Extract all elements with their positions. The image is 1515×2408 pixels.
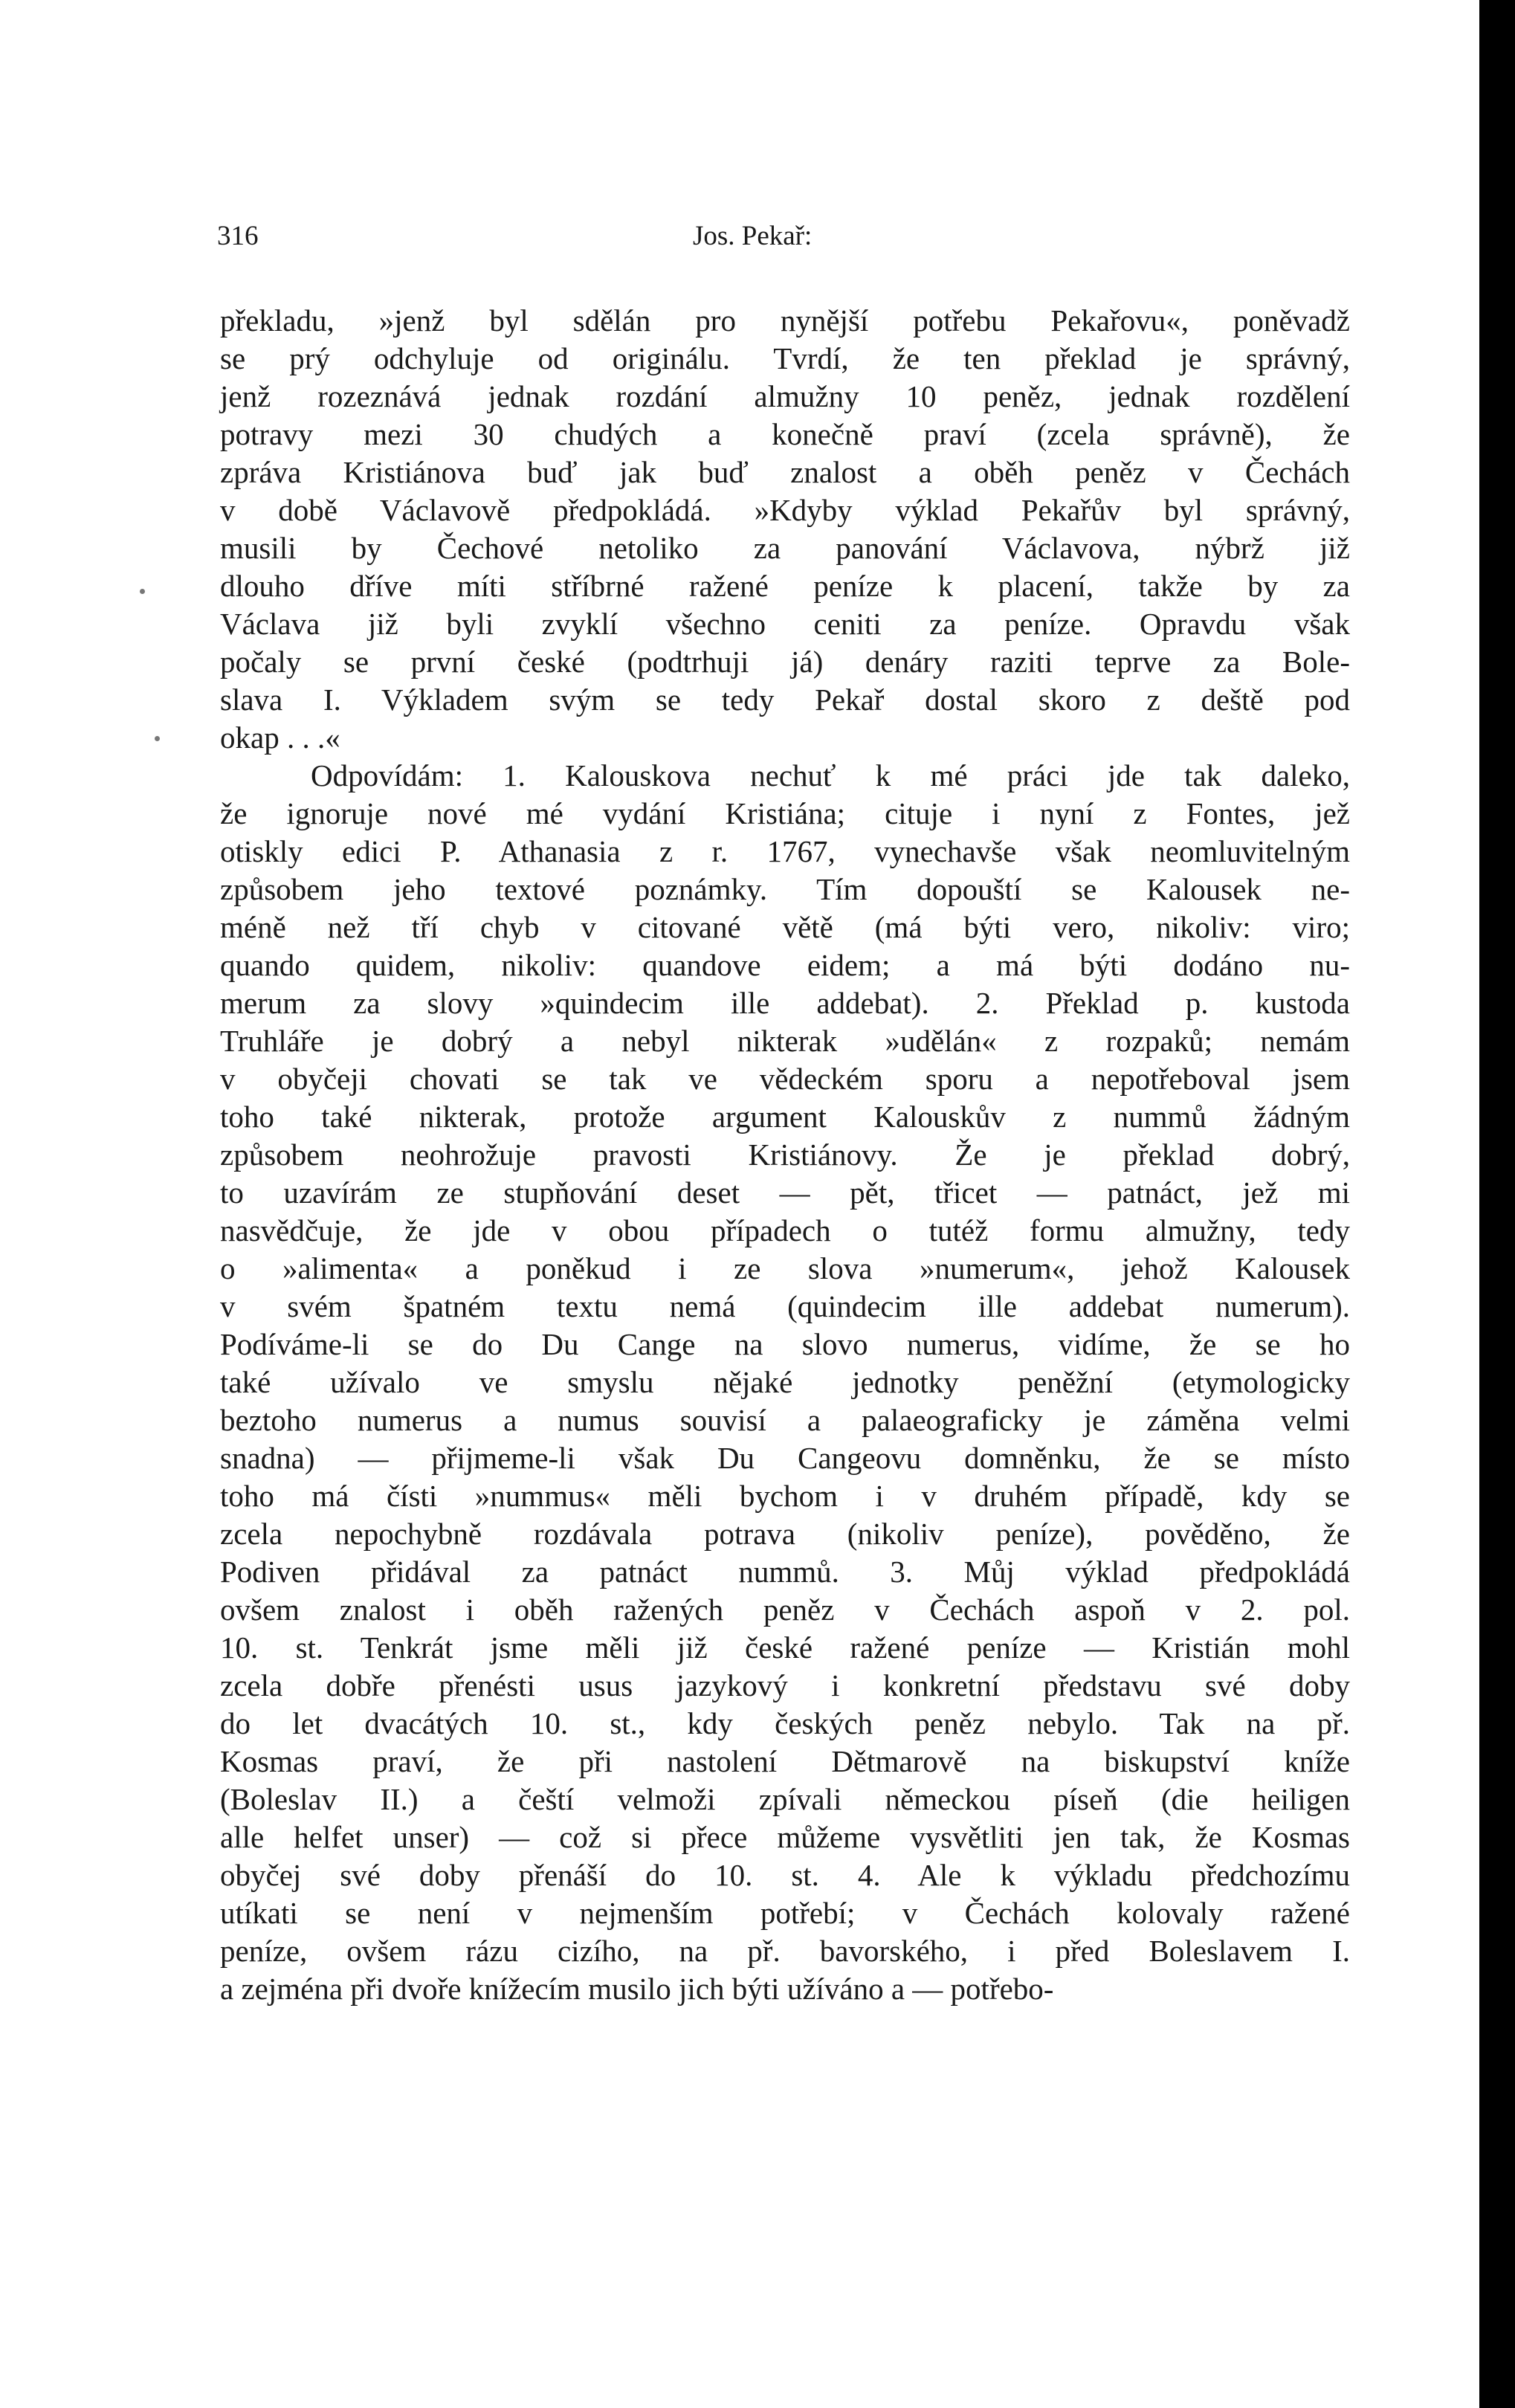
text-line: peníze, ovšem rázu cizího, na př. bavorského, i před Boleslavem I. (220, 1934, 1350, 1968)
text-line: jenž rozeznává jednak rozdání almužny 10 peněz, jednak rozdělení (220, 379, 1350, 413)
text-line: zcela nepochybně rozdávala potrava (nikoliv peníze), pověděno, že (220, 1517, 1350, 1551)
text-line: Podiven přidával za patnáct nummů. 3. Můj výklad předpokládá (220, 1555, 1350, 1589)
text-line: způsobem jeho textové poznámky. Tím dopouští se Kalousek ne- (220, 872, 1350, 906)
text-line: toho má čísti »nummus« měli bychom i v druhém případě, kdy se (220, 1479, 1350, 1513)
text-line: do let dvacátých 10. st., kdy českých peněz nebylo. Tak na př. (220, 1706, 1350, 1740)
text-line: a zejména při dvoře knížecím musilo jich býti užíváno a — potřebo- (220, 1972, 1054, 2006)
text-line: zcela dobře přenésti usus jazykový i konkretní představu své doby (220, 1668, 1350, 1702)
text-line: musili by Čechové netoliko za panování Václavova, nýbrž již (220, 531, 1350, 565)
page-header (217, 220, 1347, 265)
text-line: slava I. Výkladem svým se tedy Pekař dostal skoro z deště pod (220, 682, 1350, 717)
text-line: to uzavírám ze stupňování deset — pět, třicet — patnáct, jež mi (220, 1175, 1350, 1210)
text-line: nasvědčuje, že jde v obou případech o tutéž formu almužny, tedy (220, 1213, 1350, 1247)
text-line: způsobem neohrožuje pravosti Kristiánovy. Že je překlad dobrý, (220, 1137, 1350, 1172)
text-line: potravy mezi 30 chudých a konečně praví (zcela správně), že (220, 417, 1350, 451)
text-line: quando quidem, nikoliv: quandove eidem; a má býti dodáno nu- (220, 948, 1350, 982)
text-line: Podíváme-li se do Du Cange na slovo numerus, vidíme, že se ho (220, 1327, 1350, 1361)
body-text (220, 302, 1350, 2008)
text-line: že ignoruje nové mé vydání Kristiána; cituje i nyní z Fontes, jež (220, 796, 1350, 830)
page-number: 316 (217, 221, 259, 251)
margin-speck (140, 589, 145, 594)
text-line: beztoho numerus a numus souvisí a palaeograficky je záměna velmi (220, 1403, 1350, 1437)
text-line: v obyčeji chovati se tak ve vědeckém sporu a nepotřeboval jsem (220, 1062, 1350, 1096)
text-line: Václava již byli zvyklí všechno ceniti za peníze. Opravdu však (220, 607, 1350, 641)
text-line: alle helfet unser) — což si přece můžeme vysvětliti jen tak, že Kosmas (220, 1820, 1350, 1854)
scan-border (1479, 0, 1515, 2408)
text-line: méně než tří chyb v citované větě (má býti vero, nikoliv: viro; (220, 910, 1350, 944)
text-line: Odpovídám: 1. Kalouskova nechuť k mé práci jde tak daleko, (311, 758, 1350, 793)
text-line: zpráva Kristiánova buď jak buď znalost a oběh peněz v Čechách (220, 455, 1350, 489)
text-line: merum za slovy »quindecim ille addebat). 2. Překlad p. kustoda (220, 986, 1350, 1020)
running-head: Jos. Pekař: (693, 221, 813, 251)
text-line: v době Václavově předpokládá. »Kdyby výklad Pekařův byl správný, (220, 493, 1350, 527)
text-line: také užívalo ve smyslu nějaké jednotky peněžní (etymologicky (220, 1365, 1350, 1399)
text-line: se prý odchyluje od originálu. Tvrdí, že ten překlad je správný, (220, 341, 1350, 375)
text-line: okap . . .« (220, 720, 340, 755)
text-line: snadna) — přijmeme-li však Du Cangeovu domněnku, že se místo (220, 1441, 1350, 1475)
text-line: dlouho dříve míti stříbrné ražené peníze k placení, takže by za (220, 569, 1350, 603)
text-line: Kosmas praví, že při nastolení Dětmarově na biskupství kníže (220, 1744, 1350, 1778)
text-line: ovšem znalost i oběh ražených peněz v Čechách aspoň v 2. pol. (220, 1592, 1350, 1627)
text-line: obyčej své doby přenáší do 10. st. 4. Ale k výkladu předchozímu (220, 1858, 1350, 1892)
text-line: překladu, »jenž byl sdělán pro nynější potřebu Pekařovu«, poněvadž (220, 303, 1350, 338)
text-line: toho také nikterak, protože argument Kalouskův z nummů žádným (220, 1100, 1350, 1134)
text-line: utíkati se není v nejmenším potřebí; v Čechách kolovaly ražené (220, 1896, 1350, 1930)
text-line: otiskly edici P. Athanasia z r. 1767, vynechavše však neomluvitelným (220, 834, 1350, 868)
text-line: Truhláře je dobrý a nebyl nikterak »udělán« z rozpaků; nemám (220, 1024, 1350, 1058)
text-line: o »alimenta« a poněkud i ze slova »numerum«, jehož Kalousek (220, 1251, 1350, 1285)
text-line: 10. st. Tenkrát jsme měli již české ražené peníze — Kristián mohl (220, 1630, 1350, 1665)
text-line: počaly se první české (podtrhuji já) denáry raziti teprve za Bole- (220, 645, 1350, 679)
margin-speck (155, 736, 160, 741)
text-line: (Boleslav II.) a čeští velmoži zpívali německou píseň (die heiligen (220, 1782, 1350, 1816)
text-line: v svém špatném textu nemá (quindecim ille addebat numerum). (220, 1289, 1350, 1323)
